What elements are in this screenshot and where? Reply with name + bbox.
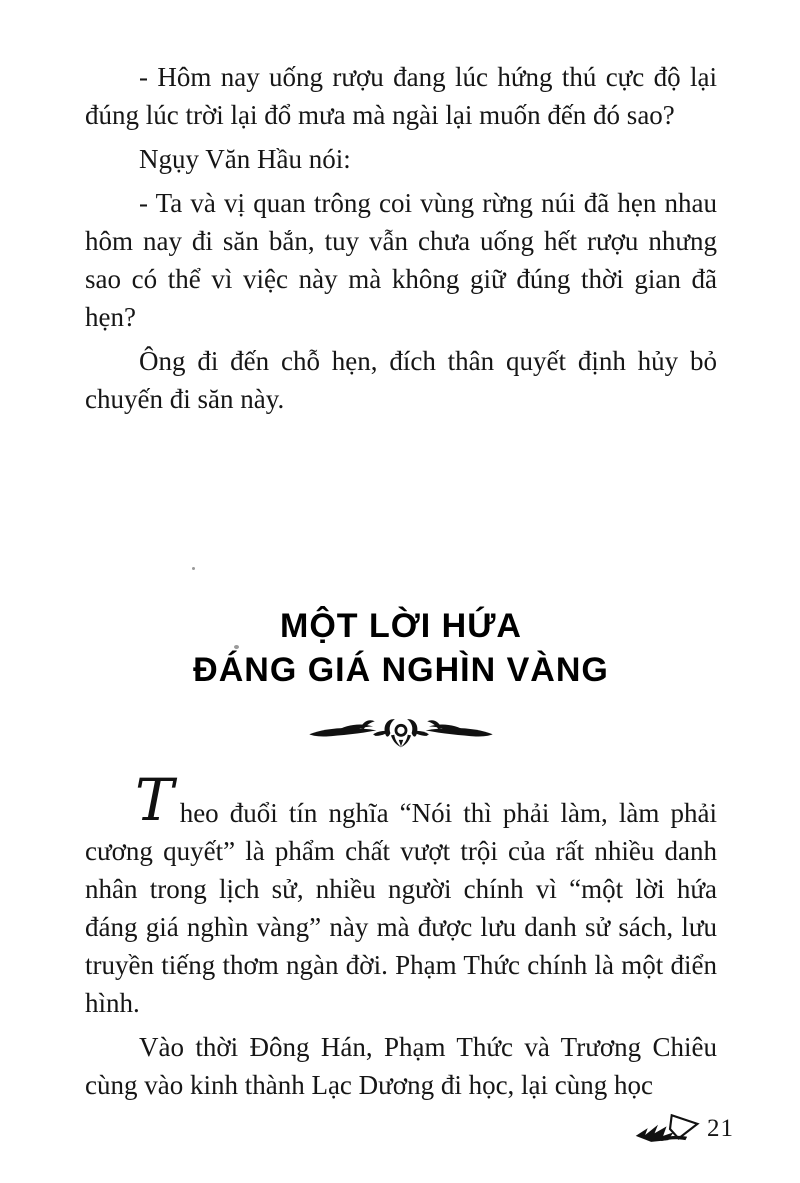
tribal-flourish-divider-icon bbox=[85, 706, 717, 758]
horse-flourish-icon bbox=[634, 1110, 706, 1148]
paragraph: - Ta và vị quan trông coi vùng rừng núi đã hẹn nhau hôm nay đi săn bắn, tuy vẫn chưa uống hết rượu nhưng sao có thể vì việc này mà không giữ đúng thời gian đã hẹn? bbox=[85, 188, 717, 332]
drop-cap: T bbox=[135, 766, 174, 834]
scan-speck bbox=[192, 567, 195, 570]
paragraph: Ngụy Văn Hầu nói: bbox=[139, 144, 351, 174]
dropcap-paragraph bbox=[85, 766, 717, 1022]
page-number: 21 bbox=[707, 1115, 734, 1142]
chapter-title-line2: ĐÁNG GIÁ NGHÌN VÀNG bbox=[193, 651, 609, 689]
paragraph: - Hôm nay uống rượu đang lúc hứng thú cực độ lại đúng lúc trời lại đổ mưa mà ngài lại muốn đến đó sao? bbox=[85, 62, 717, 130]
chapter-title-line1: MỘT LỜI HỨA bbox=[280, 607, 522, 645]
story-text-top bbox=[85, 58, 717, 424]
chapter-heading bbox=[85, 604, 717, 758]
page-footer bbox=[634, 1110, 734, 1148]
paragraph: Vào thời Đông Hán, Phạm Thức và Trương Chiêu cùng vào kinh thành Lạc Dương đi học, lại cùng học bbox=[85, 1032, 717, 1100]
story-text-body bbox=[85, 766, 717, 1110]
chapter-title bbox=[85, 604, 717, 692]
paragraph: Ông đi đến chỗ hẹn, đích thân quyết định hủy bỏ chuyến đi săn này. bbox=[85, 346, 717, 414]
paragraph-text: heo đuổi tín nghĩa “Nói thì phải làm, làm phải cương quyết” là phẩm chất vượt trội của rất nhiều danh nhân trong lịch sử, nhiều người chính vì “một lời hứa đáng giá nghìn vàng” này mà được lưu danh sử sách, lưu truyền tiếng thơm ngàn đời. Phạm Thức chính là một điển hình. bbox=[85, 798, 717, 1018]
